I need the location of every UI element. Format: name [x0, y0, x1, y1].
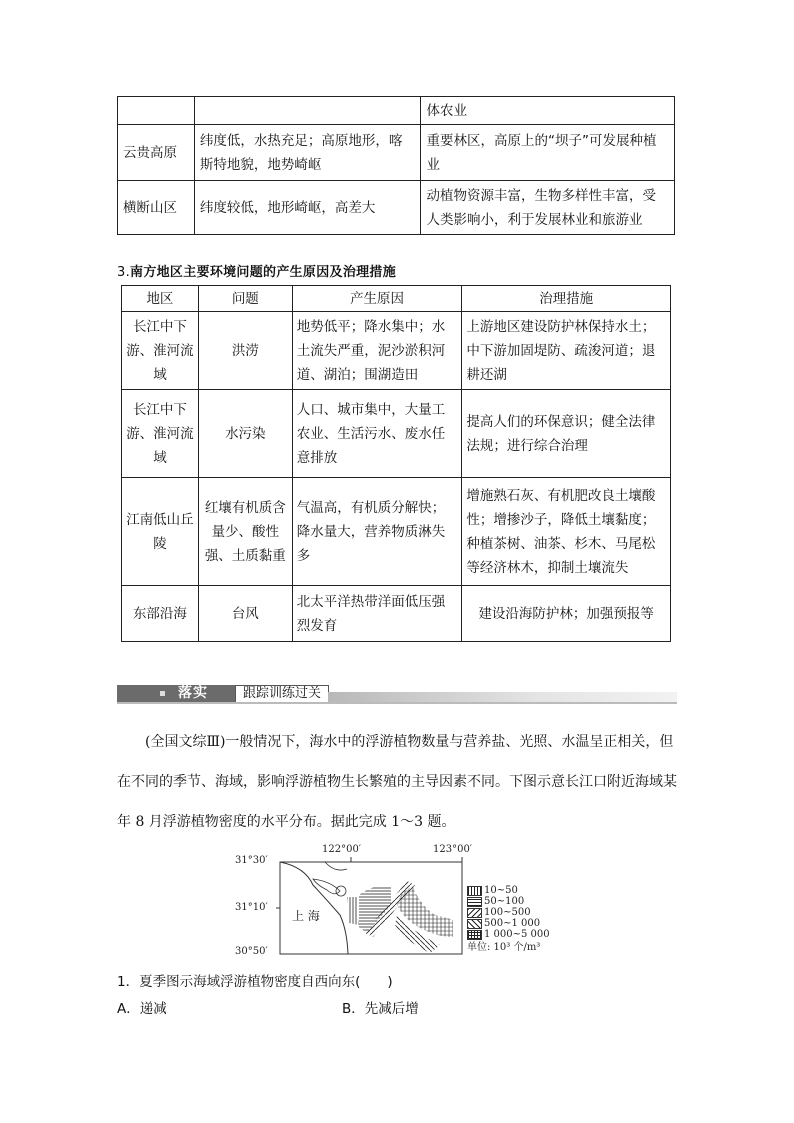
cell-region: 横断山区: [118, 181, 195, 235]
longitude-label: 122°00′: [322, 844, 362, 855]
question-stem: 1．夏季图示海域浮游植物密度自西向东( ): [117, 974, 393, 990]
cell-measure: 增施熟石灰、有机肥改良土壤酸性；增掺沙子，降低土壤黏度；种植茶树、油茶、杉木、马尾松等经济林木，抑制土壤流失: [462, 478, 671, 586]
practice-subtitle: 跟踪训练过关: [235, 685, 329, 702]
cell-problem: 洪涝: [198, 312, 292, 390]
table-row: [118, 125, 675, 181]
option-b[interactable]: B．先减后增: [342, 1001, 419, 1017]
section-title: [117, 261, 396, 280]
table-row: [118, 97, 675, 125]
legend-item: 10~50: [467, 885, 550, 896]
cell-measure: 上游地区建设防护林保持水土；中下游加固堤防、疏浚河道；退耕还湖: [462, 312, 671, 390]
cell-measure: 建设沿海防护林；加强预报等: [462, 586, 671, 642]
cell-problem: 红壤有机质含量少、酸性强、土质黏重: [198, 478, 292, 586]
section-number: 3.: [117, 265, 131, 280]
diagonal-backward-swatch-icon: [467, 919, 482, 929]
map-legend: [467, 885, 550, 951]
square-bullet-icon: [160, 691, 165, 696]
plankton-density-map: [235, 845, 565, 960]
legend-unit: 单位: 10³ 个/m³: [467, 942, 541, 953]
passage: [117, 722, 677, 842]
section-heading: 南方地区主要环境问题的产生原因及治理措施: [130, 265, 397, 280]
horizontal-lines-swatch-icon: [467, 897, 482, 907]
cell-problem: 水污染: [198, 390, 292, 478]
practice-title: 落实: [178, 685, 208, 701]
cell-region: 江南低山丘陵: [122, 478, 199, 586]
cell-conditions: 纬度低，水热充足；高原地形，喀斯特地貌，地势崎岖: [194, 125, 421, 181]
table-row: [122, 390, 671, 478]
longitude-label: 123°00′: [433, 844, 473, 855]
region-conditions-table: [117, 96, 675, 235]
header-measure: 治理措施: [462, 286, 671, 312]
practice-title-block: [117, 685, 235, 702]
cell-region: 长江中下游、淮河流域: [122, 390, 199, 478]
legend-item: 1 000~5 000: [467, 929, 550, 940]
cell-region: 东部沿海: [122, 586, 199, 642]
legend-item: 500~1 000: [467, 918, 550, 929]
table-row: [122, 586, 671, 642]
latitude-label: 31°10′: [235, 902, 268, 913]
environment-problems-table: [121, 285, 671, 642]
table-row: [118, 181, 675, 235]
legend-item: 50~100: [467, 896, 550, 907]
cell-development: 体农业: [421, 97, 675, 125]
place-label-shanghai: 上 海: [292, 909, 320, 923]
cell-region: 云贵高原: [118, 125, 195, 181]
passage-line: 在不同的季节、海域，影响浮游植物生长繁殖的主导因素不同。下图示意长江口附近海域某: [117, 774, 677, 790]
cell-conditions: 纬度较低，地形崎岖，高差大: [194, 181, 421, 235]
cell-cause: 北太平洋热带洋面低压强烈发育: [292, 586, 462, 642]
cell-region: [118, 97, 195, 125]
header-region: 地区: [122, 286, 199, 312]
cell-region: 长江中下游、淮河流域: [122, 312, 199, 390]
diagonal-forward-swatch-icon: [467, 908, 482, 918]
table-row: [122, 478, 671, 586]
cell-cause: 人口、城市集中，大量工农业、生活污水、废水任意排放: [292, 390, 462, 478]
divider: [117, 702, 677, 704]
cell-development: 动植物资源丰富，生物多样性丰富，受人类影响小，利于发展林业和旅游业: [421, 181, 675, 235]
latitude-label: 31°30′: [235, 855, 268, 866]
cell-cause: 气温高，有机质分解快；降水量大，营养物质淋失多: [292, 478, 462, 586]
passage-line: 年 8 月浮游植物密度的水平分布。据此完成 1～3 题。: [117, 814, 456, 830]
vertical-lines-swatch-icon: [467, 886, 482, 896]
cell-measure: 提高人们的环保意识；健全法律法规；进行综合治理: [462, 390, 671, 478]
cell-cause: 地势低平；降水集中；水土流失严重，泥沙淤积河道、湖泊；围湖造田: [292, 312, 462, 390]
practice-section-bar: [117, 685, 677, 703]
decorative-gradient: [328, 692, 677, 702]
latitude-label: 30°50′: [235, 946, 268, 957]
cell-development: 重要林区，高原上的“坝子”可发展种植业: [421, 125, 675, 181]
passage-line: (全国文综Ⅲ)一般情况下，海水中的浮游植物数量与营养盐、光照、水温呈正相关，但: [145, 734, 674, 750]
table-row: [122, 312, 671, 390]
legend-item: 100~500: [467, 907, 550, 918]
option-a[interactable]: A．递减: [117, 1001, 167, 1017]
header-problem: 问题: [198, 286, 292, 312]
table-header-row: [122, 286, 671, 312]
header-cause: 产生原因: [292, 286, 462, 312]
cell-conditions: [194, 97, 421, 125]
cell-problem: 台风: [198, 586, 292, 642]
